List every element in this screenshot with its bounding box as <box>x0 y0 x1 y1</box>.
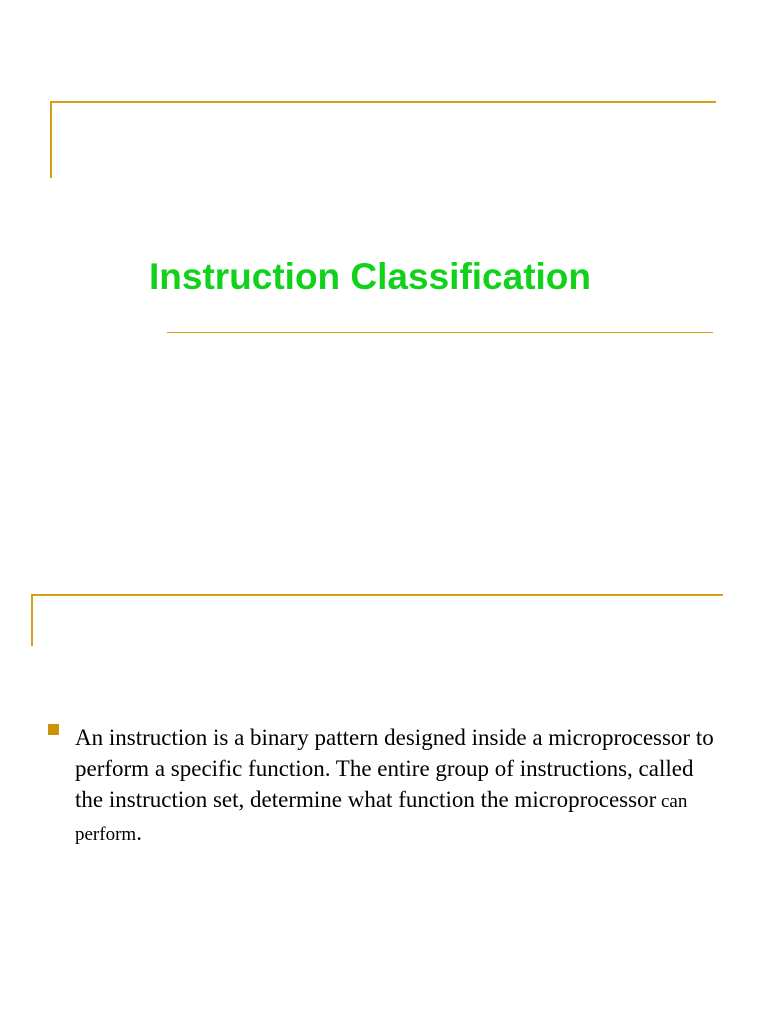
bullet-text-main: An instruction is a binary pattern designed inside a microprocessor to perform a specific function. The entire group of instructions, called the instruction set, determine what function the microprocessor <box>75 725 714 812</box>
bullet-text-small: can perform <box>75 791 688 845</box>
slide-title: Instruction Classification <box>148 256 591 297</box>
bullet-text-end: . <box>136 820 142 845</box>
slide-frame-left-rule <box>50 101 52 178</box>
slide-frame-top-rule <box>50 101 716 103</box>
slide-frame-left-rule <box>31 594 33 646</box>
square-bullet-icon <box>48 724 59 735</box>
title-underline-rule <box>167 332 713 333</box>
bullet-paragraph <box>75 722 715 850</box>
content-slide <box>0 540 768 1024</box>
slide-frame-top-rule <box>31 594 723 596</box>
